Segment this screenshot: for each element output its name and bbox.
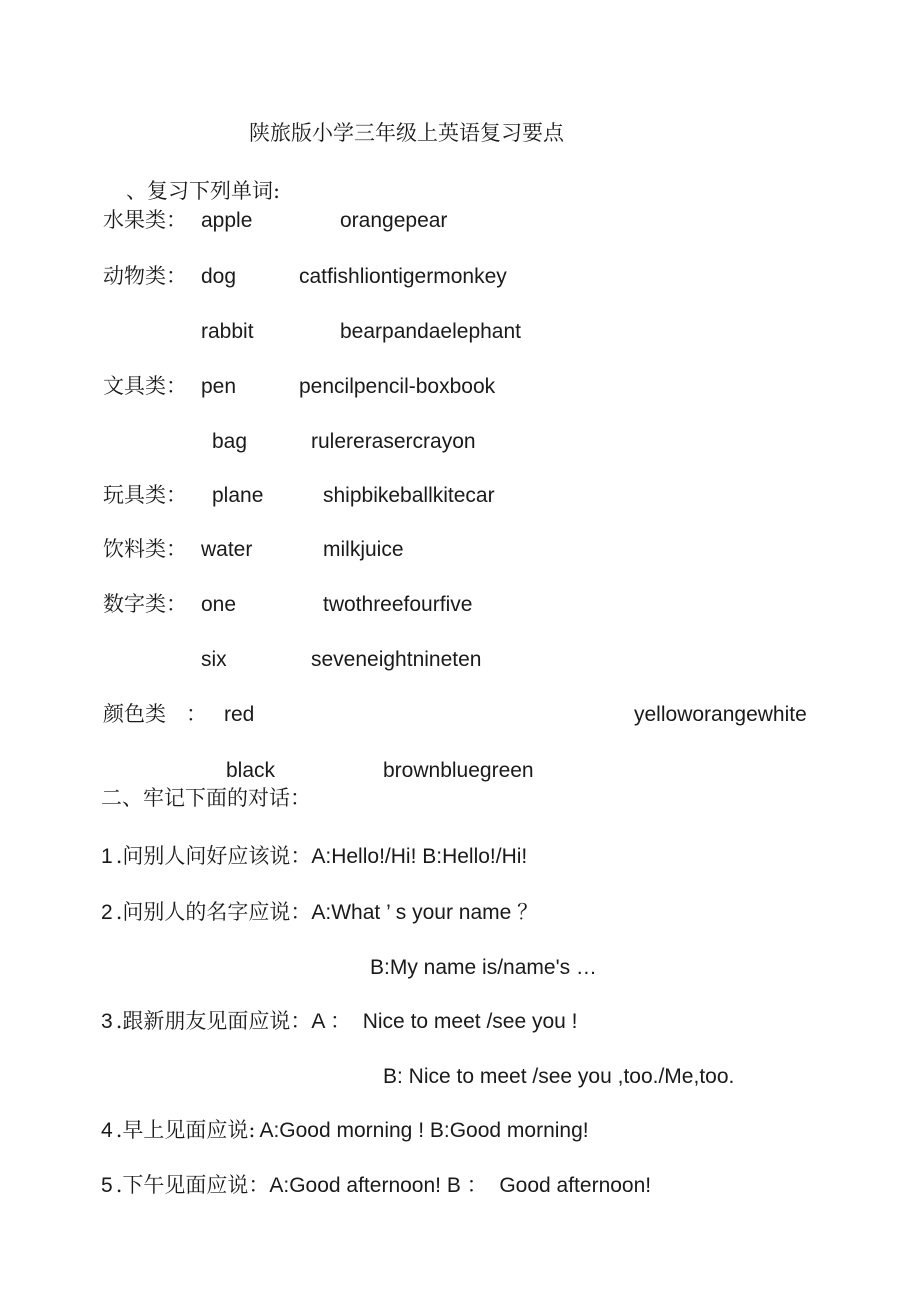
category-colon: ： bbox=[186, 702, 207, 726]
category-label: 饮料类： bbox=[103, 537, 187, 561]
dialogue-item-1 bbox=[101, 846, 527, 867]
word-first: rabbit bbox=[201, 320, 254, 343]
word-first: water bbox=[201, 538, 253, 561]
word-first: black bbox=[226, 759, 276, 782]
word-list: brownbluegreen bbox=[383, 759, 534, 782]
word-list: orangepear bbox=[340, 209, 448, 232]
word-list: shipbikeballkitecar bbox=[323, 484, 495, 507]
item-number: 5 bbox=[101, 1174, 113, 1197]
item-instruction: .早上见面应说: bbox=[115, 1118, 256, 1142]
section-2-heading: 二、牢记下面的对话： bbox=[101, 786, 311, 810]
word-first: six bbox=[201, 648, 227, 671]
word-list: rulererasercrayon bbox=[311, 430, 476, 453]
dialogue-response: B: Nice to meet /see you ,too./Me,too. bbox=[383, 1065, 735, 1088]
category-label: 水果类： bbox=[103, 208, 187, 232]
category-label: 文具类： bbox=[103, 374, 187, 398]
word-list: bearpandaelephant bbox=[340, 320, 522, 343]
category-label: 颜色类 bbox=[103, 702, 166, 726]
word-list: milkjuice bbox=[323, 538, 404, 561]
item-dialogue: A:Good morning ! B:Good morning! bbox=[259, 1119, 589, 1142]
item-number: 2 bbox=[101, 901, 113, 924]
dialogue-item-2 bbox=[101, 902, 538, 923]
item-dialogue: A ： Nice to meet /see you ! bbox=[311, 1010, 578, 1033]
item-instruction: .跟新朋友见面应说： bbox=[115, 1009, 312, 1033]
word-list: pencilpencil-boxbook bbox=[299, 375, 496, 398]
word-first: bag bbox=[212, 430, 248, 453]
dialogue-item-5 bbox=[101, 1175, 651, 1196]
word-first: plane bbox=[212, 484, 264, 507]
item-number: 1 bbox=[101, 845, 113, 868]
word-first: pen bbox=[201, 375, 237, 398]
item-dialogue: A:Good afternoon! B ： Good afternoon! bbox=[269, 1174, 652, 1197]
word-first: apple bbox=[201, 209, 253, 232]
word-first: dog bbox=[201, 265, 237, 288]
category-label: 动物类： bbox=[103, 264, 187, 288]
item-number: 3 bbox=[101, 1010, 113, 1033]
item-instruction: .下午见面应说： bbox=[115, 1173, 270, 1197]
word-list: yelloworangewhite bbox=[634, 703, 807, 726]
dialogue-item-3 bbox=[101, 1011, 578, 1032]
category-label: 玩具类： bbox=[103, 483, 187, 507]
word-first: one bbox=[201, 593, 237, 616]
word-list: seveneightnineten bbox=[311, 648, 482, 671]
dialogue-item-4 bbox=[101, 1120, 589, 1141]
word-list: catfishliontigermonkey bbox=[299, 265, 507, 288]
word-first: red bbox=[224, 703, 255, 726]
document-title: 陕旅版小学三年级上英语复习要点 bbox=[249, 121, 564, 145]
item-dialogue: A:Hello!/Hi! B:Hello!/Hi! bbox=[311, 845, 528, 868]
item-dialogue: A:What ’ s your name ？ bbox=[311, 901, 539, 924]
item-instruction: .问别人的名字应说： bbox=[115, 900, 312, 924]
dialogue-response: B:My name is/name's … bbox=[370, 956, 597, 979]
section-1-heading: 、复习下列单词: bbox=[126, 179, 281, 203]
category-label: 数字类： bbox=[103, 592, 187, 616]
word-list: twothreefourfive bbox=[323, 593, 473, 616]
item-instruction: .问别人问好应该说： bbox=[115, 844, 312, 868]
item-number: 4 bbox=[101, 1119, 113, 1142]
